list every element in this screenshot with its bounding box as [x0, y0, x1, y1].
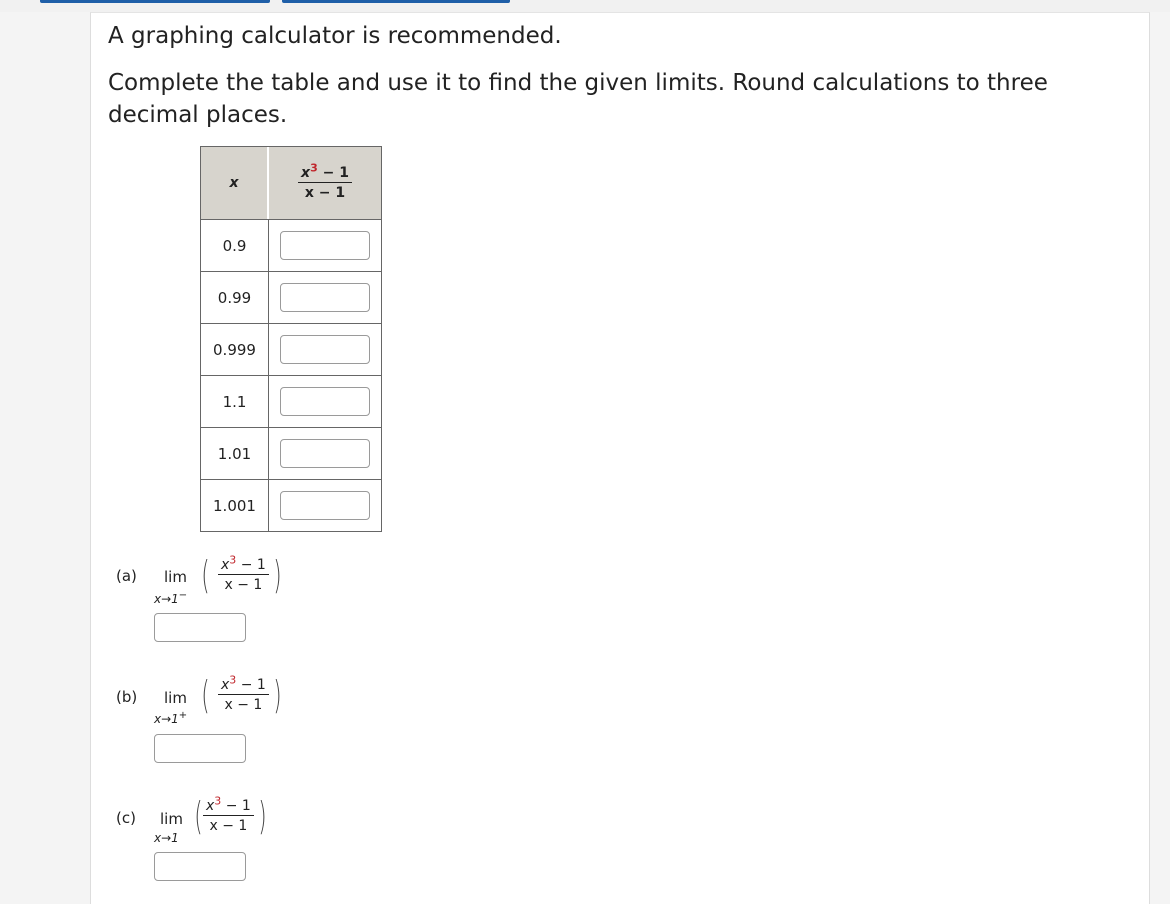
answer-input-0.999[interactable] — [280, 335, 370, 364]
numerator-rest: − 1 — [236, 557, 266, 573]
denominator: x − 1 — [209, 818, 248, 834]
numerator-variable: x — [221, 557, 230, 573]
top-tab-bar — [0, 0, 1170, 12]
numerator-rest: − 1 — [236, 677, 266, 693]
table-header-row — [201, 147, 381, 219]
limit-expression — [218, 673, 269, 713]
table-row — [201, 375, 381, 427]
left-paren: ( — [201, 553, 210, 597]
answer-input-0.99[interactable] — [280, 283, 370, 312]
denominator: x − 1 — [224, 577, 263, 593]
exponent: 3 — [229, 553, 237, 567]
table-row — [201, 479, 381, 531]
function-column-header — [269, 147, 381, 219]
part-label: (a) — [116, 567, 137, 585]
x-value: 1.1 — [201, 375, 269, 427]
answer-input-0.9[interactable] — [280, 231, 370, 260]
x-column-header: x — [201, 147, 269, 219]
x-value: 1.001 — [201, 479, 269, 531]
left-paren: ( — [201, 673, 210, 717]
numerator-variable: x — [221, 677, 230, 693]
numerator-rest: − 1 — [221, 798, 251, 814]
denominator: x − 1 — [224, 697, 263, 713]
lim-text: lim — [164, 568, 187, 586]
function-fraction — [298, 161, 352, 201]
approach-side: − — [178, 590, 188, 601]
approach-text: x→1 — [154, 592, 179, 606]
right-paren: ) — [258, 794, 267, 838]
answer-input-part-b[interactable] — [154, 734, 246, 763]
table-row — [201, 427, 381, 479]
exponent: 3 — [214, 794, 222, 808]
values-table — [200, 146, 382, 532]
tab-indicator-2[interactable] — [282, 0, 510, 3]
limit-expression — [218, 553, 269, 593]
x-value: 0.99 — [201, 271, 269, 323]
numerator-variable: x — [206, 798, 215, 814]
lim-text: lim — [160, 810, 183, 828]
numerator-rest: − 1 — [317, 165, 349, 181]
approach-text: x→1 — [154, 831, 179, 845]
approach-text: x→1 — [154, 712, 179, 726]
answer-input-part-c[interactable] — [154, 852, 246, 881]
lim-text: lim — [164, 689, 187, 707]
x-value: 1.01 — [201, 427, 269, 479]
answer-input-part-a[interactable] — [154, 613, 246, 642]
left-paren: ( — [194, 794, 203, 838]
table-row — [201, 323, 381, 375]
limit-expression — [203, 794, 254, 834]
answer-input-1.001[interactable] — [280, 491, 370, 520]
answer-input-1.01[interactable] — [280, 439, 370, 468]
tab-indicator-1[interactable] — [40, 0, 270, 3]
x-value: 0.9 — [201, 219, 269, 271]
exponent: 3 — [310, 161, 318, 175]
calculator-note: A graphing calculator is recommended. — [108, 23, 562, 49]
x-value: 0.999 — [201, 323, 269, 375]
limit-approach — [154, 590, 187, 606]
part-label: (b) — [116, 688, 138, 706]
limit-approach — [154, 710, 187, 726]
exponent: 3 — [229, 673, 237, 687]
answer-input-1.1[interactable] — [280, 387, 370, 416]
limit-approach — [154, 829, 179, 845]
approach-side: + — [178, 710, 188, 721]
table-row — [201, 271, 381, 323]
instructions-text: Complete the table and use it to find the given limits. Round calculations to three decimal places. — [108, 70, 1048, 128]
part-label: (c) — [116, 809, 136, 827]
denominator: x − 1 — [304, 185, 346, 201]
table-row — [201, 219, 381, 271]
numerator-variable: x — [301, 165, 311, 181]
right-paren: ) — [273, 553, 282, 597]
right-paren: ) — [273, 673, 282, 717]
